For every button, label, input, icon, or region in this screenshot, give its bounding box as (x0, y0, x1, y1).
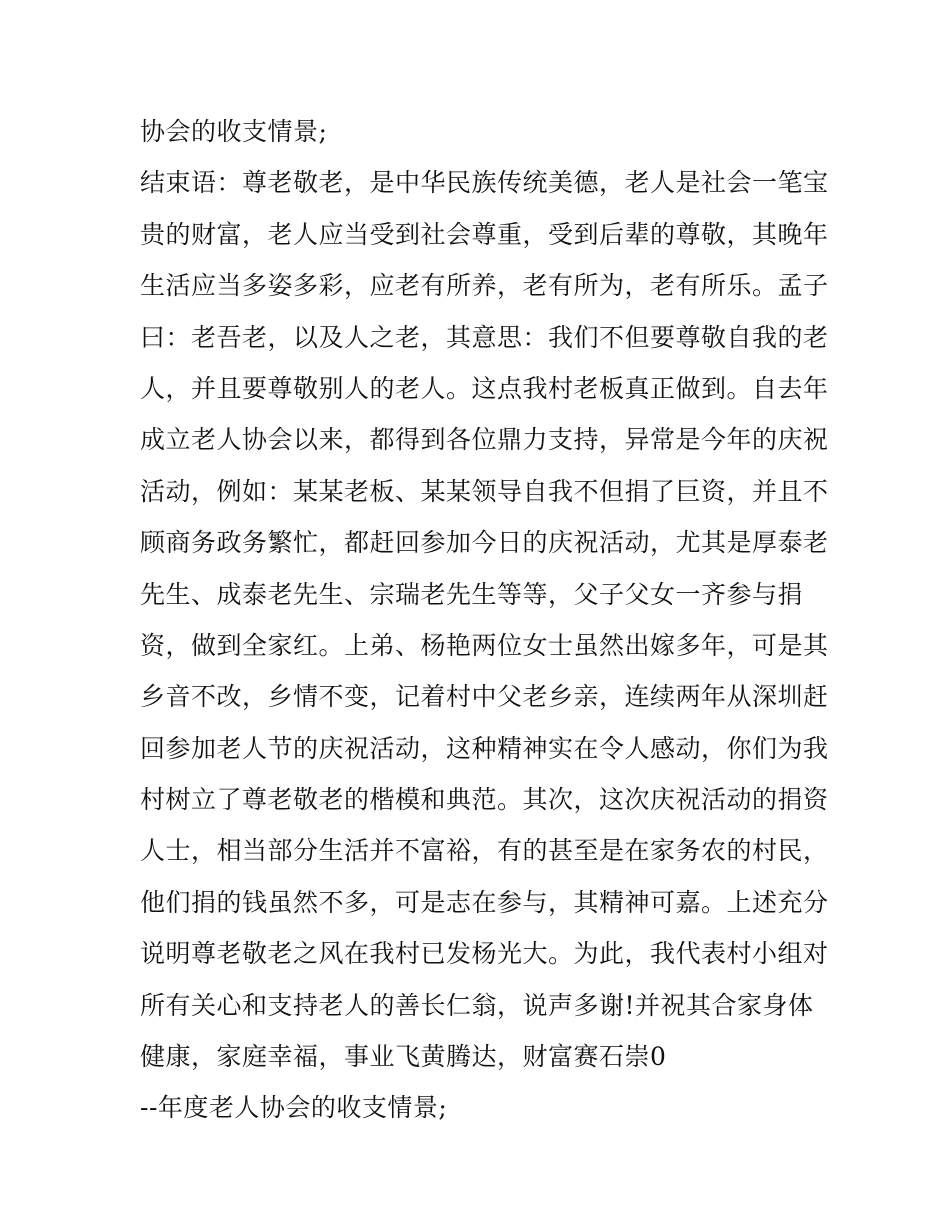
text-line: 贵的财富，老人应当受到社会尊重，受到后辈的尊敬，其晚年 (140, 219, 829, 249)
text-line: 顾商务政务繁忙，都赶回参加今日的庆祝活动，尤其是厚泰老 (140, 528, 829, 558)
text-line: 人士，相当部分生活并不富裕，有的甚至是在家务农的村民， (140, 836, 829, 866)
text-line: 协会的收支情景; (140, 117, 328, 146)
text-line: 先生、成泰老先生、宗瑞老先生等等，父子父女一齐参与捐 (140, 579, 804, 609)
text-line: 资，做到全家红。上弟、杨艳两位女士虽然出嫁多年，可是其 (140, 630, 829, 660)
text-line: 健康，家庭幸福，事业飞黄腾达，财富赛石崇0 (140, 1042, 667, 1072)
text-line: 所有关心和支持老人的善长仁翁，说声多谢!并祝其合家身体 (140, 990, 814, 1020)
text-line: --年度老人协会的收支情景; (140, 1093, 448, 1123)
text-line: 曰：老吾老，以及人之老，其意思：我们不但要尊敬自我的老 (140, 322, 829, 352)
text-line: 成立老人协会以来，都得到各位鼎力支持，异常是今年的庆祝 (140, 425, 829, 455)
text-line: 生活应当多姿多彩，应老有所养，老有所为，老有所乐。孟子 (140, 271, 829, 301)
text-line: 乡音不改，乡情不变，记着村中父老乡亲，连续两年从深圳赶 (140, 682, 829, 712)
text-line: 他们捐的钱虽然不多，可是志在参与，其精神可嘉。上述充分 (140, 887, 829, 917)
text-line: 结束语：尊老敬老，是中华民族传统美德，老人是社会一笔宝 (140, 168, 829, 198)
text-line: 回参加老人节的庆祝活动，这种精神实在令人感动，你们为我 (140, 733, 829, 763)
text-line: 村树立了尊老敬老的楷模和典范。其次，这次庆祝活动的捐资 (140, 785, 829, 815)
body-text (140, 106, 829, 1134)
text-line: 说明尊老敬老之风在我村已发杨光大。为此，我代表村小组对 (140, 939, 829, 969)
text-line: 活动，例如：某某老板、某某领导自我不但捐了巨资，并且不 (140, 476, 829, 506)
text-line: 人，并且要尊敬别人的老人。这点我村老板真正做到。自去年 (140, 373, 829, 403)
